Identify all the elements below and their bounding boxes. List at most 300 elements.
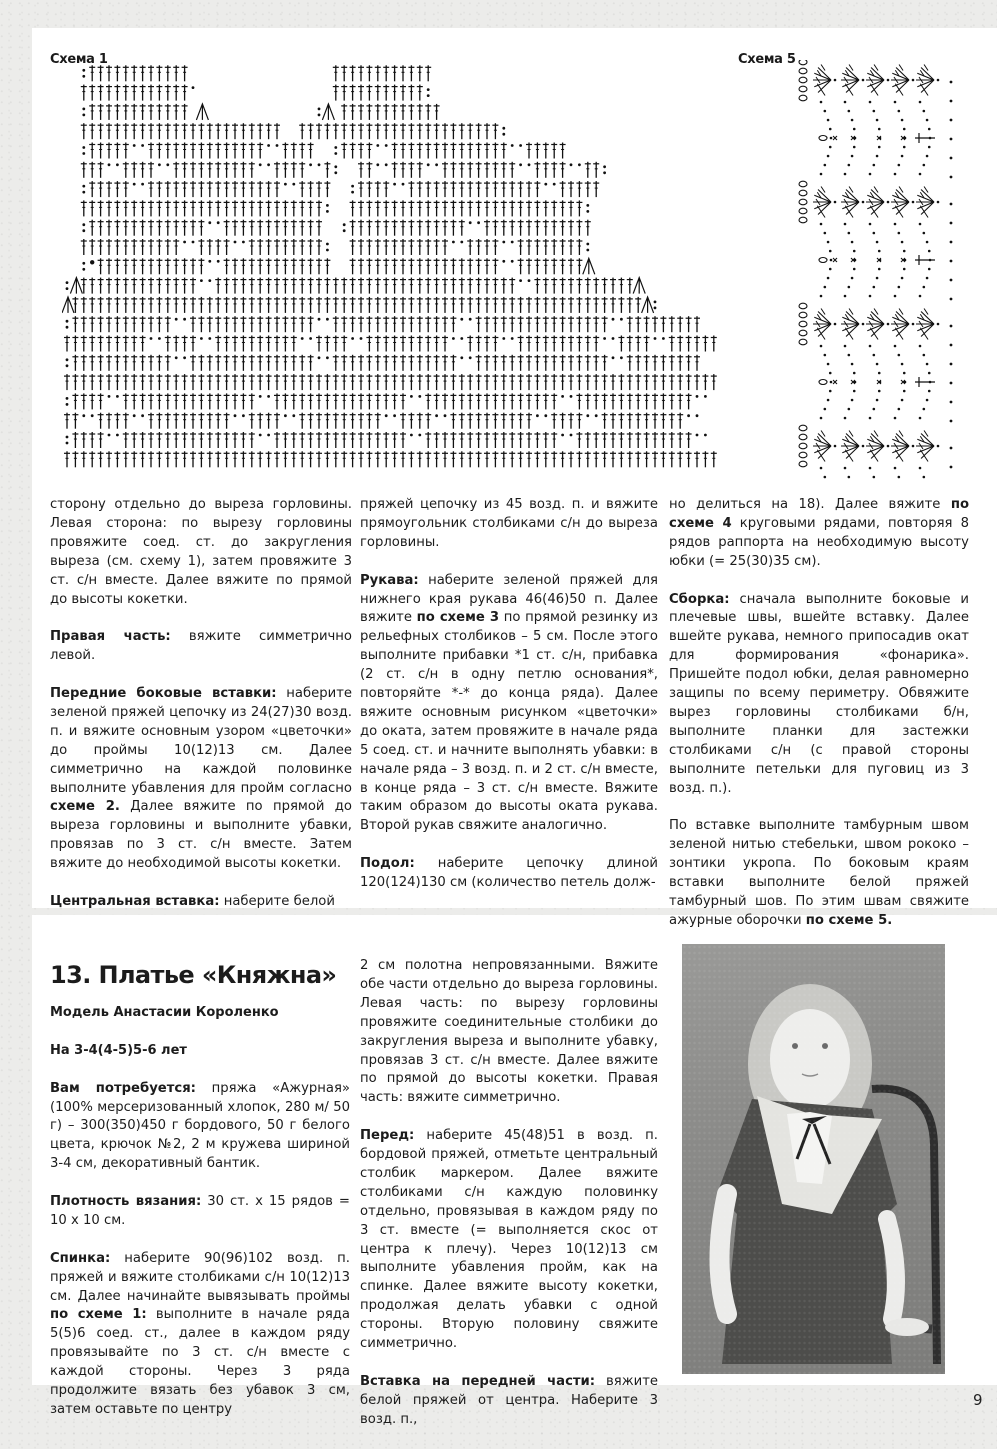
paragraph-heading: Передние боковые вставки: xyxy=(50,686,277,702)
double-crochet-symbol xyxy=(131,65,137,81)
paragraph xyxy=(360,1373,658,1430)
chain-dot-symbol xyxy=(937,201,940,204)
double-crochet-symbol xyxy=(106,278,112,294)
double-crochet-symbol xyxy=(484,413,490,429)
chain-stitch-symbol xyxy=(108,395,111,398)
double-crochet-symbol xyxy=(383,85,389,101)
double-crochet-symbol xyxy=(400,85,406,101)
double-crochet-symbol xyxy=(240,143,246,159)
double-crochet-symbol xyxy=(98,143,104,159)
chain-dot-symbol xyxy=(919,467,922,470)
double-crochet-symbol xyxy=(224,258,230,274)
double-crochet-symbol xyxy=(686,393,692,409)
chain-dot-symbol xyxy=(950,157,953,160)
double-crochet-symbol xyxy=(467,278,473,294)
double-crochet-symbol xyxy=(308,374,314,390)
chain-dot-symbol xyxy=(869,295,872,298)
chain-stitch-symbol xyxy=(578,163,581,166)
chain-stitch-symbol xyxy=(519,144,522,147)
double-crochet-symbol xyxy=(81,393,87,409)
double-crochet-symbol xyxy=(257,278,263,294)
chain-dot-symbol xyxy=(950,466,953,469)
double-crochet-symbol xyxy=(417,374,423,390)
double-crochet-symbol xyxy=(232,451,238,467)
double-crochet-symbol xyxy=(434,355,440,371)
double-crochet-symbol xyxy=(98,393,104,409)
double-crochet-symbol xyxy=(702,374,708,390)
double-crochet-symbol xyxy=(400,432,406,448)
double-crochet-symbol xyxy=(467,123,473,139)
double-crochet-symbol xyxy=(400,258,406,274)
chain-dot-symbol xyxy=(950,222,953,225)
double-crochet-symbol xyxy=(467,181,473,197)
double-crochet-symbol xyxy=(156,143,162,159)
double-crochet-symbol xyxy=(350,316,356,332)
double-crochet-symbol xyxy=(694,336,700,352)
chain-stitch-symbol xyxy=(704,434,707,437)
chain-dot-symbol xyxy=(903,372,906,375)
chain-dot-symbol xyxy=(912,201,915,204)
double-crochet-symbol xyxy=(165,200,171,216)
double-crochet-symbol xyxy=(543,239,549,255)
double-crochet-symbol xyxy=(593,432,599,448)
double-crochet-symbol xyxy=(215,355,221,371)
double-crochet-symbol xyxy=(316,258,322,274)
double-crochet-symbol xyxy=(316,200,322,216)
fan-crossbar-symbol xyxy=(899,90,903,96)
double-crochet-symbol xyxy=(316,220,322,236)
text-column-5 xyxy=(360,957,658,1449)
double-crochet-symbol xyxy=(509,432,515,448)
double-crochet-symbol xyxy=(350,413,356,429)
chain-stitch-symbol xyxy=(192,86,195,89)
fan-crossbar-symbol xyxy=(924,430,928,436)
double-crochet-symbol xyxy=(114,104,120,120)
chain-dot-symbol xyxy=(820,345,823,348)
chain-dot-symbol xyxy=(950,401,953,404)
double-crochet-symbol xyxy=(114,65,120,81)
double-crochet-symbol xyxy=(593,297,599,313)
turning-chain-symbol xyxy=(66,358,69,361)
double-crochet-symbol xyxy=(123,200,129,216)
double-crochet-symbol xyxy=(392,393,398,409)
double-crochet-symbol xyxy=(518,413,524,429)
double-crochet-symbol xyxy=(434,393,440,409)
chain-dot-symbol xyxy=(950,325,953,328)
double-crochet-symbol xyxy=(274,374,280,390)
double-crochet-symbol xyxy=(375,374,381,390)
double-crochet-symbol xyxy=(400,297,406,313)
double-crochet-symbol xyxy=(207,432,213,448)
double-crochet-symbol xyxy=(358,258,364,274)
double-crochet-symbol xyxy=(392,297,398,313)
turning-chain-symbol xyxy=(334,171,337,174)
chain-stitch-symbol xyxy=(292,414,295,417)
double-crochet-symbol xyxy=(190,316,196,332)
double-crochet-symbol xyxy=(106,85,112,101)
double-crochet-symbol xyxy=(602,355,608,371)
double-crochet-symbol xyxy=(509,413,515,429)
double-crochet-symbol xyxy=(240,432,246,448)
fan-crossbar-symbol xyxy=(821,186,825,192)
double-crochet-symbol xyxy=(534,143,540,159)
double-crochet-symbol xyxy=(509,297,515,313)
double-crochet-symbol xyxy=(677,393,683,409)
double-crochet-symbol xyxy=(501,393,507,409)
double-crochet-symbol xyxy=(123,258,129,274)
paragraph-heading: Центральная вставка: xyxy=(50,893,220,909)
double-crochet-symbol xyxy=(114,181,120,197)
fan-stitch-symbol xyxy=(917,80,934,87)
double-crochet-symbol xyxy=(333,278,339,294)
double-crochet-symbol xyxy=(366,162,372,178)
paragraph-text: наберите 90(96)102 возд. п. пряжей и вяжите столбиками с/н 10(12)13 см. Далее начинайте вывязывать проймы xyxy=(50,1250,350,1304)
chain-dot-symbol xyxy=(848,476,851,479)
chain-stitch-symbol xyxy=(612,337,615,340)
double-crochet-symbol xyxy=(686,451,692,467)
chain-dot-symbol xyxy=(844,101,847,104)
double-crochet-symbol xyxy=(492,220,498,236)
double-crochet-symbol xyxy=(492,316,498,332)
chain-dot-symbol xyxy=(876,155,879,158)
double-crochet-symbol xyxy=(131,336,137,352)
double-crochet-symbol xyxy=(375,65,381,81)
paragraph-heading: по схеме 1: xyxy=(50,1307,147,1323)
double-crochet-symbol xyxy=(434,181,440,197)
chain-dot-symbol xyxy=(903,128,906,131)
double-crochet-symbol xyxy=(257,374,263,390)
double-crochet-symbol xyxy=(333,123,339,139)
double-crochet-symbol xyxy=(417,143,423,159)
double-crochet-symbol xyxy=(602,393,608,409)
double-crochet-symbol xyxy=(299,393,305,409)
double-crochet-symbol xyxy=(106,123,112,139)
chain-dot-symbol xyxy=(919,345,922,348)
double-crochet-symbol xyxy=(694,451,700,467)
double-crochet-symbol xyxy=(518,239,524,255)
fan-stitch-symbol xyxy=(814,80,831,87)
double-crochet-symbol xyxy=(560,220,566,236)
double-crochet-symbol xyxy=(350,374,356,390)
double-crochet-symbol xyxy=(114,85,120,101)
double-crochet-symbol xyxy=(350,85,356,101)
turning-chain-symbol xyxy=(82,69,85,72)
double-crochet-symbol xyxy=(669,355,675,371)
double-crochet-symbol xyxy=(64,413,70,429)
chain-dot-symbol xyxy=(898,110,901,113)
chain-dot-symbol xyxy=(830,137,833,140)
chain-stitch-symbol xyxy=(376,144,379,147)
double-crochet-symbol xyxy=(106,258,112,274)
double-crochet-symbol xyxy=(72,432,78,448)
double-crochet-symbol xyxy=(593,316,599,332)
chain-dot-symbol xyxy=(928,250,931,253)
chain-stitch-symbol xyxy=(654,337,657,340)
chain-dot-symbol xyxy=(926,155,929,158)
double-crochet-symbol xyxy=(81,336,87,352)
double-crochet-symbol xyxy=(627,297,633,313)
double-crochet-symbol xyxy=(299,162,305,178)
double-crochet-symbol xyxy=(274,451,280,467)
double-crochet-symbol xyxy=(89,200,95,216)
chain-stitch-symbol xyxy=(511,241,514,244)
double-crochet-symbol xyxy=(635,374,641,390)
double-crochet-symbol xyxy=(182,200,188,216)
paragraph xyxy=(360,496,658,553)
double-crochet-symbol xyxy=(467,393,473,409)
double-crochet-symbol xyxy=(635,451,641,467)
chain-stitch-symbol xyxy=(418,395,421,398)
fan-stitch-symbol xyxy=(846,446,859,459)
article-sizes: На 3-4(4-5)5-6 лет xyxy=(50,1042,187,1058)
double-crochet-symbol xyxy=(106,316,112,332)
double-crochet-symbol xyxy=(224,200,230,216)
double-crochet-symbol xyxy=(308,278,314,294)
fan-crossbar-symbol xyxy=(924,308,928,314)
double-crochet-symbol xyxy=(123,220,129,236)
double-crochet-symbol xyxy=(392,355,398,371)
double-crochet-symbol xyxy=(518,432,524,448)
double-crochet-symbol xyxy=(425,374,431,390)
double-crochet-symbol xyxy=(215,336,221,352)
double-crochet-symbol xyxy=(240,297,246,313)
double-crochet-symbol xyxy=(434,451,440,467)
double-crochet-symbol xyxy=(408,85,414,101)
double-crochet-symbol xyxy=(593,278,599,294)
double-crochet-symbol xyxy=(551,336,557,352)
chain-dot-symbol xyxy=(824,286,827,289)
double-crochet-symbol xyxy=(266,123,272,139)
double-crochet-symbol xyxy=(593,374,599,390)
double-crochet-symbol xyxy=(358,85,364,101)
double-crochet-symbol xyxy=(543,451,549,467)
double-crochet-symbol xyxy=(518,297,524,313)
double-crochet-symbol xyxy=(89,316,95,332)
chain-dot-symbol xyxy=(829,268,832,271)
chain-oval-symbol xyxy=(799,321,807,327)
chain-oval-symbol xyxy=(799,339,807,345)
double-crochet-symbol xyxy=(333,393,339,409)
chain-dot-symbol xyxy=(869,173,872,176)
chain-dot-symbol xyxy=(862,201,865,204)
double-crochet-symbol xyxy=(224,143,230,159)
double-crochet-symbol xyxy=(543,200,549,216)
chain-dot-symbol xyxy=(878,250,881,253)
double-crochet-symbol xyxy=(81,297,87,313)
double-crochet-symbol xyxy=(551,278,557,294)
double-crochet-symbol xyxy=(350,65,356,81)
double-crochet-symbol xyxy=(610,413,616,429)
double-crochet-symbol xyxy=(434,143,440,159)
chain-dot-symbol xyxy=(950,447,953,450)
double-crochet-symbol xyxy=(677,336,683,352)
chain-stitch-symbol xyxy=(418,434,421,437)
double-crochet-symbol xyxy=(635,297,641,313)
double-crochet-symbol xyxy=(98,413,104,429)
double-crochet-symbol xyxy=(190,374,196,390)
double-crochet-symbol xyxy=(484,239,490,255)
double-crochet-symbol xyxy=(518,355,524,371)
double-crochet-symbol xyxy=(425,451,431,467)
double-crochet-symbol xyxy=(350,355,356,371)
double-crochet-symbol xyxy=(266,297,272,313)
double-crochet-symbol xyxy=(644,413,650,429)
fan-stitch-symbol xyxy=(871,446,884,459)
decrease-symbol xyxy=(583,258,595,274)
chain-dot-symbol xyxy=(912,323,915,326)
chain-stitch-symbol xyxy=(662,337,665,340)
double-crochet-symbol xyxy=(392,451,398,467)
double-crochet-symbol xyxy=(568,278,574,294)
double-crochet-symbol xyxy=(585,297,591,313)
double-crochet-symbol xyxy=(266,374,272,390)
double-crochet-symbol xyxy=(694,355,700,371)
double-crochet-symbol xyxy=(282,316,288,332)
double-crochet-symbol xyxy=(249,355,255,371)
double-crochet-symbol xyxy=(660,413,666,429)
double-crochet-symbol xyxy=(417,355,423,371)
double-crochet-symbol xyxy=(375,239,381,255)
double-crochet-symbol xyxy=(324,181,330,197)
double-crochet-symbol xyxy=(98,278,104,294)
double-crochet-symbol xyxy=(148,432,154,448)
double-crochet-symbol xyxy=(459,413,465,429)
turning-chain-symbol xyxy=(502,133,505,136)
chain-oval-symbol xyxy=(799,208,807,214)
double-crochet-symbol xyxy=(316,123,322,139)
chain-dot-symbol xyxy=(894,295,897,298)
double-crochet-symbol xyxy=(182,336,188,352)
double-crochet-symbol xyxy=(148,278,154,294)
double-crochet-symbol xyxy=(618,451,624,467)
double-crochet-symbol xyxy=(114,143,120,159)
double-crochet-symbol xyxy=(358,181,364,197)
double-crochet-symbol xyxy=(509,374,515,390)
double-crochet-symbol xyxy=(660,393,666,409)
double-crochet-symbol xyxy=(123,413,129,429)
fan-stitch-symbol xyxy=(867,324,884,331)
chain-stitch-symbol xyxy=(393,183,396,186)
double-crochet-symbol xyxy=(232,336,238,352)
paragraph-text: по прямой резинку из рельефных столбиков – 5 см. После этого выполните прибавки *1 ст. с/н, прибавка (2 ст. с/н в одну петлю основания*, повторяйте *-* до конца ряда). Далее вяжите основным рисунком «цветочки» до оката, затем провяжите в начале ряда 5 соед. ст. и начните выполнять убавки: в начале ряда – 3 возд. п. и 2 ст. с/н вместе, в конце ряда – 3 ст. с/н вместе. Вяжите таким образом до высоты оката рукава. Второй рукав свяжите аналогично. xyxy=(360,610,658,834)
double-crochet-symbol xyxy=(400,162,406,178)
double-crochet-symbol xyxy=(442,374,448,390)
chain-stitch-symbol xyxy=(460,337,463,340)
double-crochet-symbol xyxy=(224,374,230,390)
double-crochet-symbol xyxy=(467,200,473,216)
chain-stitch-symbol xyxy=(460,318,463,321)
double-crochet-symbol xyxy=(560,451,566,467)
chain-stitch-symbol xyxy=(141,414,144,417)
double-crochet-symbol xyxy=(434,220,440,236)
double-crochet-symbol xyxy=(627,278,633,294)
double-crochet-symbol xyxy=(215,123,221,139)
double-crochet-symbol xyxy=(492,181,498,197)
double-crochet-symbol xyxy=(366,143,372,159)
double-crochet-symbol xyxy=(140,316,146,332)
double-crochet-symbol xyxy=(240,162,246,178)
chain-dot-symbol xyxy=(926,119,929,122)
double-crochet-symbol xyxy=(240,278,246,294)
turning-chain-symbol xyxy=(66,397,69,400)
double-crochet-symbol xyxy=(257,451,263,467)
double-crochet-symbol xyxy=(266,336,272,352)
double-crochet-symbol xyxy=(190,123,196,139)
double-crochet-symbol xyxy=(274,413,280,429)
double-crochet-symbol xyxy=(156,200,162,216)
double-crochet-symbol xyxy=(492,374,498,390)
double-crochet-symbol xyxy=(106,181,112,197)
double-crochet-symbol xyxy=(106,355,112,371)
chain-oval-symbol xyxy=(799,434,807,440)
chain-dot-symbol xyxy=(923,408,926,411)
chain-dot-symbol xyxy=(928,268,931,271)
chain-dot-symbol xyxy=(923,476,926,479)
double-crochet-symbol xyxy=(501,278,507,294)
double-crochet-symbol xyxy=(417,258,423,274)
double-crochet-symbol xyxy=(257,200,263,216)
chain-dot-symbol xyxy=(923,232,926,235)
double-crochet-symbol xyxy=(123,85,129,101)
double-crochet-symbol xyxy=(148,374,154,390)
fan-crossbar-symbol xyxy=(821,430,825,436)
double-crochet-symbol xyxy=(341,374,347,390)
double-crochet-symbol xyxy=(232,393,238,409)
fan-crossbar-symbol xyxy=(899,430,903,436)
chain-dot-symbol xyxy=(950,420,953,423)
chain-stitch-symbol xyxy=(208,221,211,224)
double-crochet-symbol xyxy=(240,181,246,197)
double-crochet-symbol xyxy=(165,258,171,274)
double-crochet-symbol xyxy=(106,65,112,81)
double-crochet-symbol xyxy=(98,336,104,352)
chain-stitch-symbol xyxy=(200,337,203,340)
double-crochet-symbol xyxy=(148,162,154,178)
chain-oval-symbol xyxy=(799,181,807,187)
double-crochet-symbol xyxy=(669,374,675,390)
double-crochet-symbol xyxy=(543,258,549,274)
chain-dot-symbol xyxy=(926,399,929,402)
chain-stitch-symbol xyxy=(460,356,463,359)
schema-1-svg xyxy=(62,42,722,482)
turning-chain-symbol xyxy=(82,262,85,265)
fan-stitch-symbol xyxy=(818,80,831,93)
double-crochet-symbol xyxy=(131,278,137,294)
single-crochet-symbol xyxy=(833,136,837,140)
double-crochet-symbol xyxy=(526,355,532,371)
fan-stitch-symbol xyxy=(896,324,909,337)
double-crochet-symbol xyxy=(366,336,372,352)
chain-stitch-symbol xyxy=(234,414,237,417)
double-crochet-symbol xyxy=(156,297,162,313)
double-crochet-symbol xyxy=(198,355,204,371)
double-crochet-symbol xyxy=(576,220,582,236)
double-crochet-symbol xyxy=(249,239,255,255)
chain-oval-symbol xyxy=(799,60,807,65)
double-crochet-symbol xyxy=(140,278,146,294)
double-crochet-symbol xyxy=(266,200,272,216)
double-crochet-symbol xyxy=(576,432,582,448)
double-crochet-symbol xyxy=(358,65,364,81)
chain-stitch-symbol xyxy=(469,318,472,321)
chain-dot-symbol xyxy=(848,286,851,289)
double-crochet-symbol xyxy=(476,413,482,429)
chain-stitch-symbol xyxy=(502,241,505,244)
double-crochet-symbol xyxy=(576,355,582,371)
chain-dot-symbol xyxy=(901,241,904,244)
double-crochet-symbol xyxy=(316,297,322,313)
double-crochet-symbol xyxy=(492,413,498,429)
